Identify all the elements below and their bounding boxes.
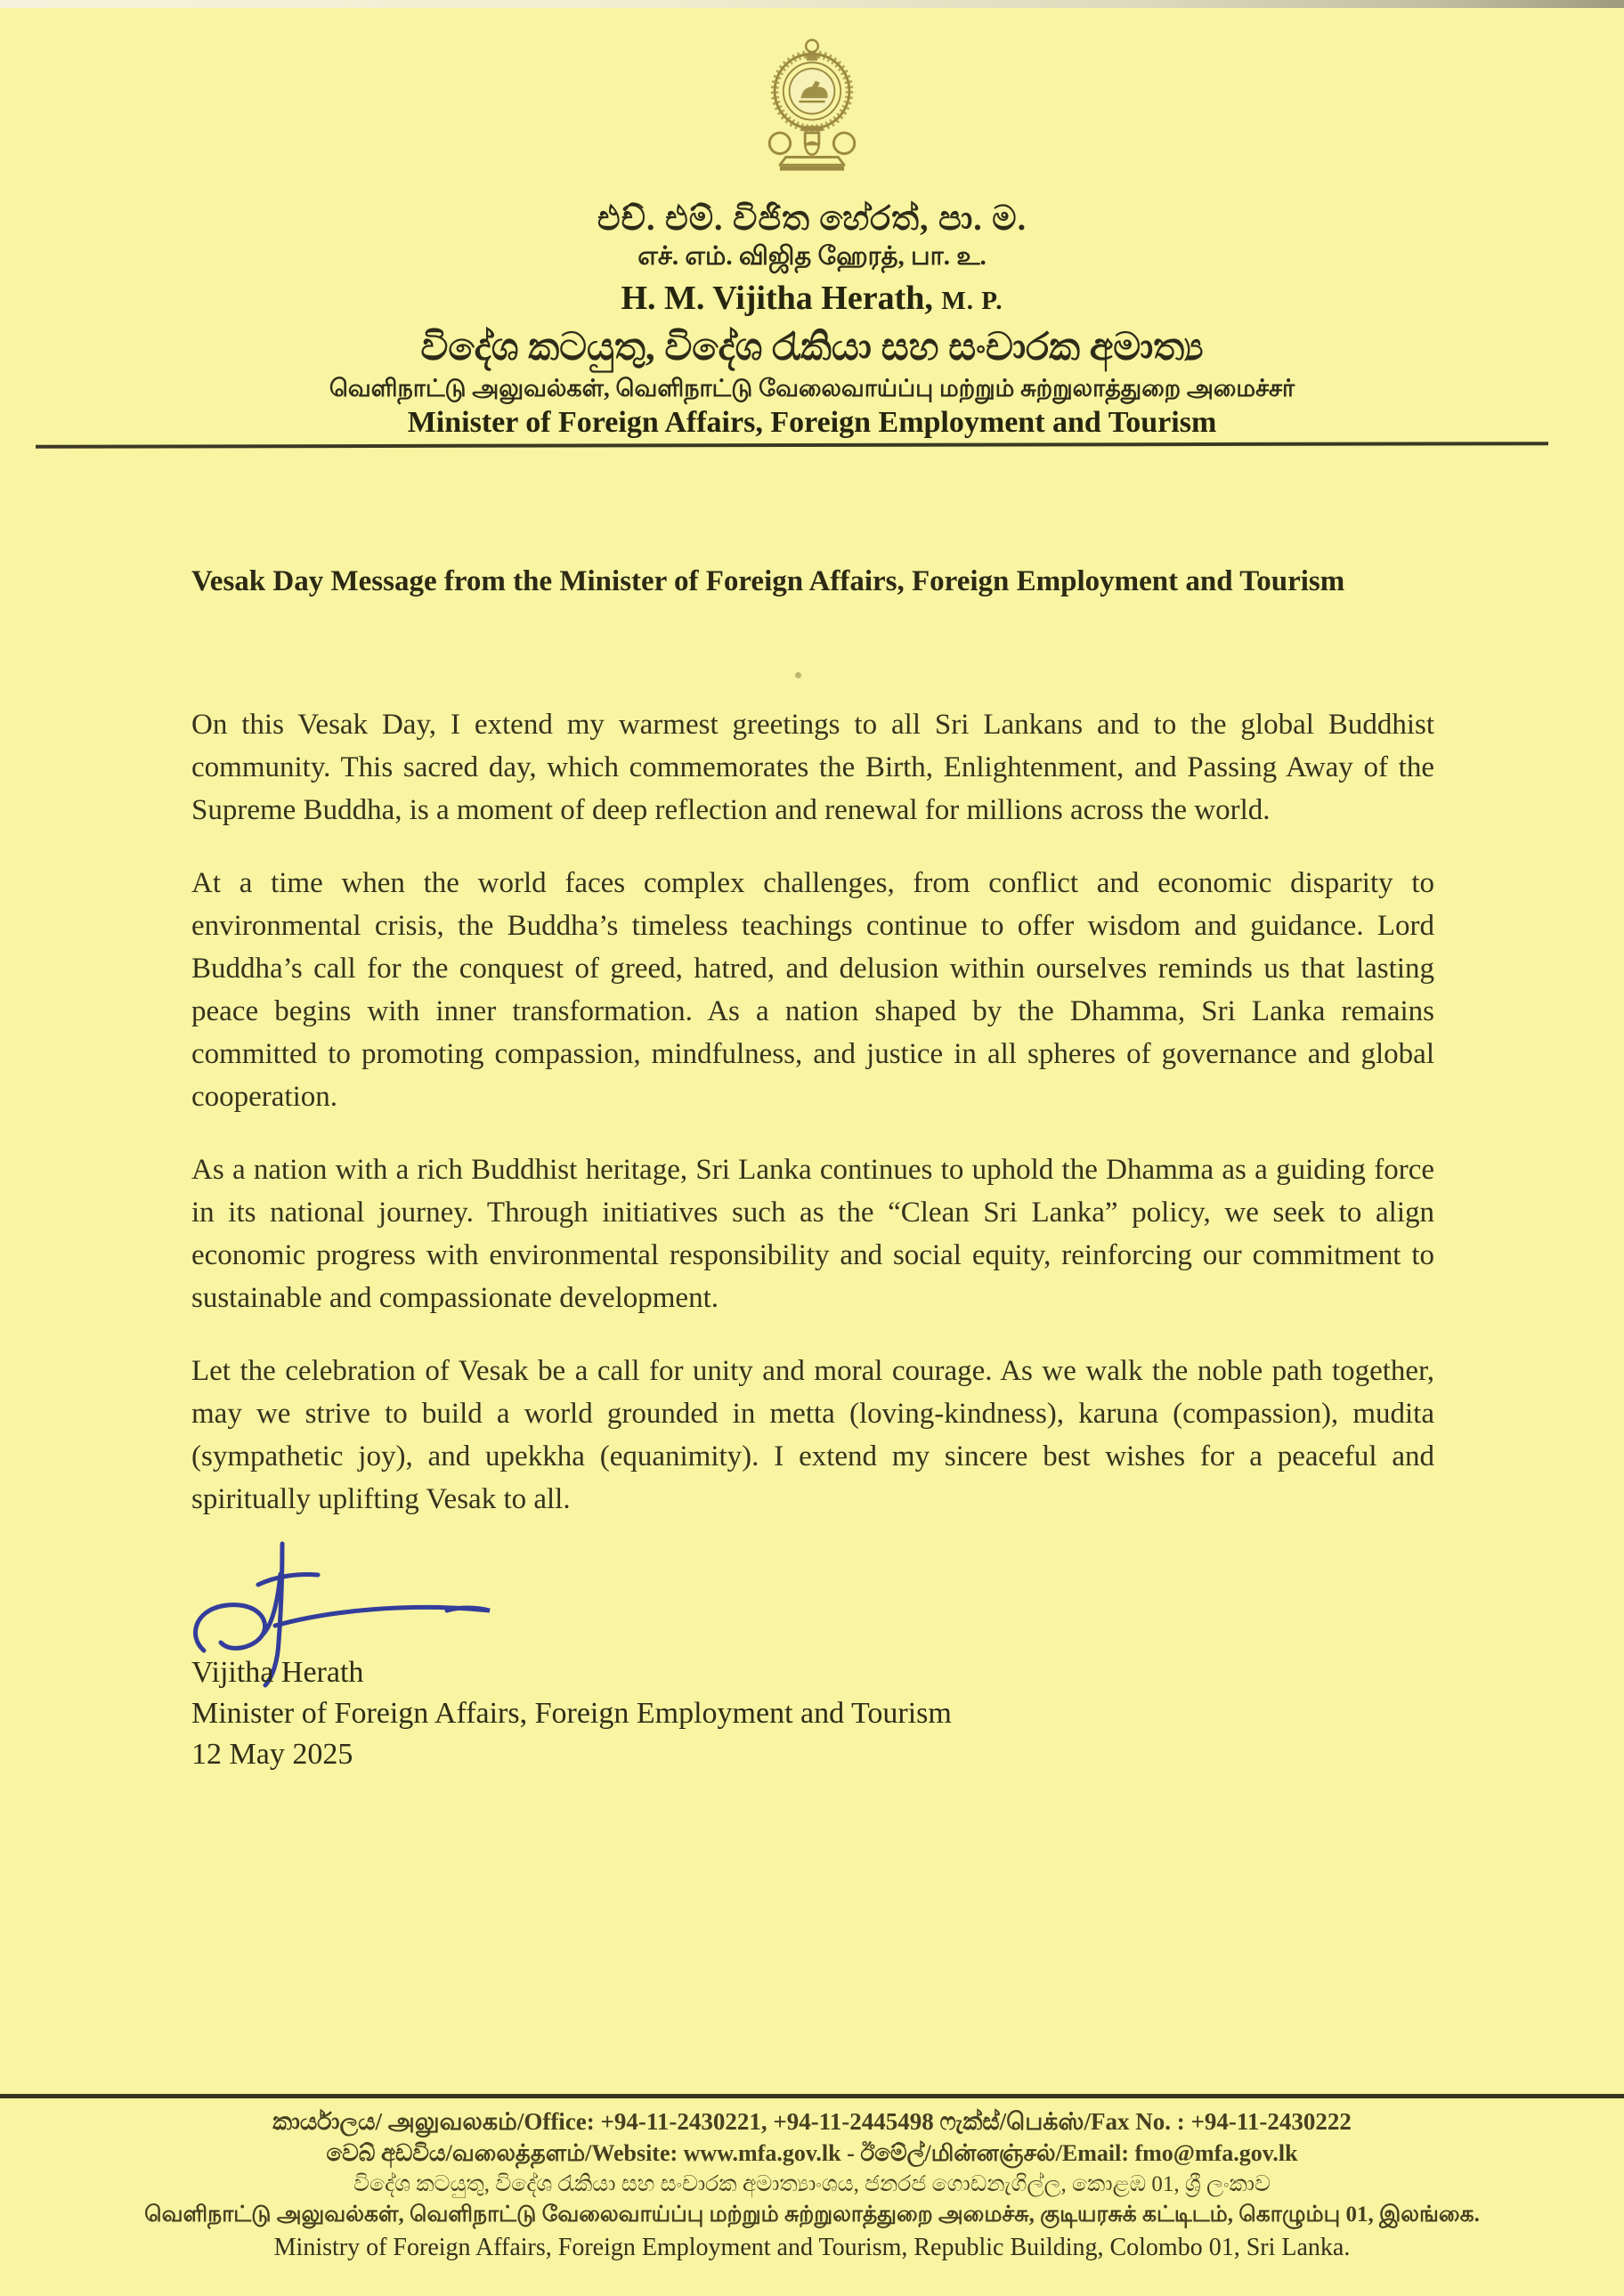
ministry-title-english: Minister of Foreign Affairs, Foreign Employment and Tourism bbox=[407, 406, 1217, 439]
minister-name-english-suffix: M. P. bbox=[941, 287, 1003, 315]
emblem-container bbox=[0, 36, 1624, 174]
footer-address-tamil: வெளிநாட்டு அலுவல்கள், வெளிநாட்டு வேலைவாய்ப்பு மற்றும் சுற்றுலாத்துறை அமைச்சு, குடியரசுக் கட்டிடம், கொழும்பு 01, இலங்கை. bbox=[144, 2203, 1480, 2227]
footer-office-fax: කාර්යාලය/ அலுவலகம்/Office: +94-11-2430221, +94-11-2445498 ෆැක්ස්/பெக்ஸ்/Fax No. : +94-11-2430222 bbox=[272, 2108, 1352, 2135]
footer-address-sinhala: විදේශ කටයුතු, විදේශ රැකියා සහ සංචාරක අමාත්‍යාංශය, ජනරජ ගොඩනැගිල්ල, කොළඹ 01, ශ්‍රී ලංකාව bbox=[353, 2172, 1271, 2196]
signature-block bbox=[191, 1652, 952, 1775]
letter-date: 12 May 2025 bbox=[191, 1738, 353, 1771]
minister-name-english-main: H. M. Vijitha Herath, bbox=[621, 280, 933, 317]
ministry-title-sinhala: විදේශ කටයුතු, විදේශ රැකියා සහ සංචාරක අමාත්‍ය bbox=[420, 327, 1204, 369]
minister-name-english bbox=[0, 279, 1624, 318]
signatory-name: Vijitha Herath bbox=[191, 1656, 364, 1689]
minister-name-sinhala: එච්. එම්. විජිත හේරත්, පා. ම. bbox=[597, 200, 1027, 238]
letter-subject: Vesak Day Message from the Minister of Foreign Affairs, Foreign Employment and Tourism bbox=[191, 565, 1345, 597]
header-divider bbox=[36, 442, 1548, 449]
letter-body bbox=[191, 565, 1434, 1551]
ministry-title-tamil: வெளிநாட்டு அலுவல்கள், வெளிநாட்டு வேலைவாய்ப்பு மற்றும் சுற்றுலாத்துறை அமைச்சர் bbox=[329, 375, 1295, 402]
paragraph-3: As a nation with a rich Buddhist heritage, Sri Lanka continues to uphold the Dhamma as a guiding force in its national journey. Through initiatives such as the “Clean Sri Lanka” policy, we seek to align economic progress with environmental responsibility and social equity, reinforcing our commitment to sustainable and compassionate development. bbox=[191, 1154, 1434, 1314]
minister-name-tamil: எச். எம். விஜித ஹேரத், பா. உ. bbox=[637, 242, 987, 271]
footer-website-email: වෙබ් අඩවිය/வலைத்தளம்/Website: www.mfa.gov.lk - ඊමේල්/மின்னஞ்சல்/Email: fmo@mfa.gov.lk bbox=[326, 2140, 1298, 2166]
footer-divider bbox=[0, 2094, 1624, 2098]
paragraph-2: At a time when the world faces complex challenges, from conflict and economic disparity to environmental crisis, the Buddha’s timeless teachings continue to offer wisdom and guidance. Lord Buddha’s call for the conquest of greed, hatred, and delusion within ourselves reminds us that lasting peace begins with inner transformation. As a nation shaped by the Dhamma, Sri Lanka remains committed to promoting compassion, mindfulness, and justice in all spheres of governance and global cooperation. bbox=[191, 867, 1434, 1113]
scan-top-edge bbox=[0, 0, 1624, 8]
signatory-title: Minister of Foreign Affairs, Foreign Employment and Tourism bbox=[191, 1697, 952, 1730]
footer-address-english: Ministry of Foreign Affairs, Foreign Employment and Tourism, Republic Building, Colombo 01, Sri Lanka. bbox=[273, 2234, 1351, 2261]
sri-lanka-national-emblem-icon bbox=[759, 36, 865, 174]
paragraph-4: Let the celebration of Vesak be a call for unity and moral courage. As we walk the noble path together, may we strive to build a world grounded in metta (loving-kindness), karuna (compassion), mudita (sympathetic joy), and upekkha (equanimity). I extend my sincere best wishes for a peaceful and spiritually uplifting Vesak to all. bbox=[191, 1355, 1434, 1515]
paragraph-1: On this Vesak Day, I extend my warmest greetings to all Sri Lankans and to the global Buddhist community. This sacred day, which commemorates the Birth, Enlightenment, and Passing Away of the Supreme Buddha, is a moment of deep reflection and renewal for millions across the world. bbox=[191, 709, 1434, 826]
